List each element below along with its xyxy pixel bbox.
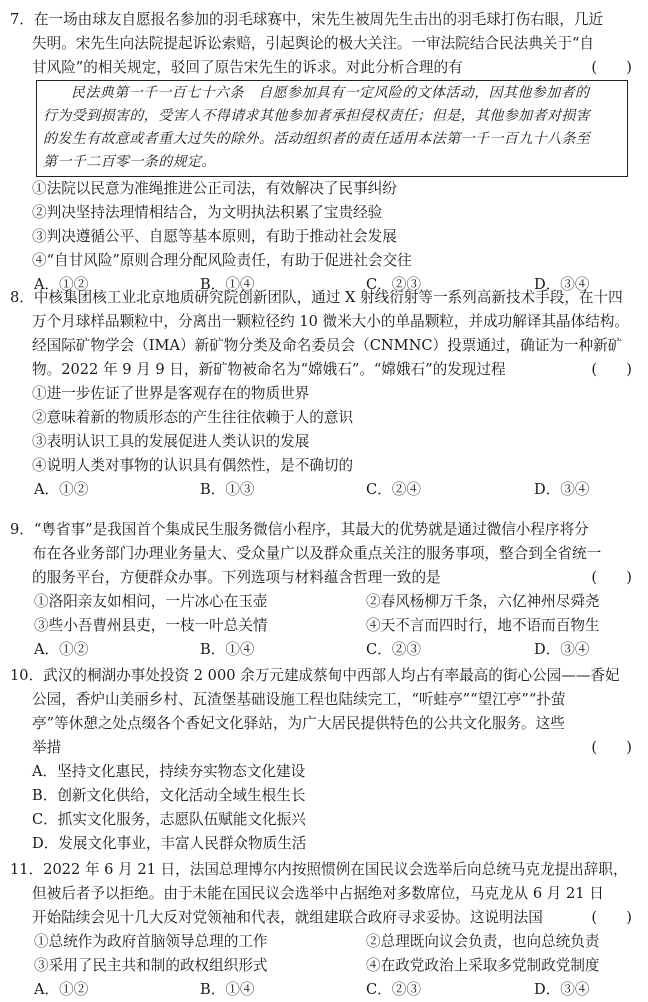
q7-statement-4: ④“自甘风险”原则合理分配风险责任，有助于促进社会交往 bbox=[32, 252, 412, 269]
q8-stem-line-3: 经国际矿物学会（IMA）新矿物分类及命名委员会（CNMNC）投票通过，确证为一种新矿 bbox=[32, 337, 623, 354]
q8-choices bbox=[10, 478, 640, 502]
q9-stem-line-2: 布在各业务部门办理业务量大、受众量广以及群众重点关注的服务事项，整合到全省统一 bbox=[32, 545, 602, 562]
q11-stem-line-2: 但被后者予以拒绝。由于未能在国民议会选举中占据绝对多数席位，马克龙从 6 月 21 日 bbox=[32, 885, 604, 902]
q10-stem-line-2: 公园，香炉山美丽乡村、瓦渣堡基础设施工程也陆续完工，“听蛙亭”“望江亭”“扑萤 bbox=[32, 691, 566, 708]
q7-choice-d[interactable]: D．③④ bbox=[534, 276, 590, 293]
q7-stem-line-1: 7．在一场由球友自愿报名参加的羽毛球赛中，宋先生被周先生击出的羽毛球打伤右眼，几近 bbox=[10, 11, 604, 28]
q8-choice-b[interactable]: B．①③ bbox=[200, 481, 255, 498]
q9-statement-1: ①洛阳亲友如相问，一片冰心在玉壶 bbox=[34, 593, 268, 610]
q9-choice-b[interactable]: B．①④ bbox=[200, 641, 255, 658]
q9-statement-3: ③些小吾曹州县吏，一枝一叶总关情 bbox=[34, 617, 268, 634]
q9-statement-4: ④天不言而四时行，地不语而百物生 bbox=[366, 617, 600, 634]
q8-answer-blank: ( ) bbox=[591, 361, 632, 378]
q8-statement-4: ④说明人类对事物的认识具有偶然性，是不确切的 bbox=[32, 457, 354, 474]
q8-statement-2: ②意味着新的物质形态的产生往往依赖于人的意识 bbox=[32, 409, 354, 426]
question-11 bbox=[10, 858, 640, 1002]
q7-quote-box bbox=[36, 80, 628, 177]
q10-stem-text: 举措 bbox=[32, 739, 62, 756]
question-7 bbox=[10, 8, 640, 297]
q11-statement-4: ④在政党政治上采取多党制政党制度 bbox=[366, 957, 600, 974]
q10-stem-line-3: 亭”等休憩之处点缀各个香妃文化驿站，为广大居民提供特色的公共文化服务。这些 bbox=[32, 715, 565, 732]
q9-choice-d[interactable]: D．③④ bbox=[534, 641, 590, 658]
q7-quote-line-3: 的发生有故意或者重大过失的除外。活动组织者的责任适用本法第一千一百九十八条至 bbox=[43, 131, 591, 147]
q8-statement-3: ③表明认识工具的发展促进人类认识的发展 bbox=[32, 433, 310, 450]
q8-stem-line-4 bbox=[10, 358, 640, 382]
question-9 bbox=[10, 518, 640, 662]
q11-pair-row-1 bbox=[10, 930, 640, 954]
q9-choice-a[interactable]: A．①② bbox=[34, 641, 89, 658]
q7-answer-blank: ( ) bbox=[591, 59, 632, 76]
q11-stem-line-3 bbox=[10, 906, 640, 930]
q7-stem-line-2: 失明。宋先生向法院提起诉讼索赔，引起舆论的极大关注。一审法院结合民法典关于“自 bbox=[32, 35, 595, 52]
q7-stem-text: 甘风险”的相关规定，驳回了原告宋先生的诉求。对此分析合理的有 bbox=[32, 59, 463, 76]
q11-stem-text: 开始陆续会见十几大反对党领袖和代表，就组建联合政府寻求妥协。这说明法国 bbox=[32, 909, 543, 926]
q11-stem-line-1: 11．2022 年 6 月 21 日，法国总理博尔内按照惯例在国民议会选举后向总统马克龙提出辞职， bbox=[10, 861, 628, 878]
q11-choice-b[interactable]: B．①④ bbox=[200, 981, 255, 998]
q7-choice-b[interactable]: B．①④ bbox=[200, 276, 255, 293]
q8-choice-c[interactable]: C．②④ bbox=[366, 481, 421, 498]
q8-choice-d[interactable]: D．③④ bbox=[534, 481, 590, 498]
question-10 bbox=[10, 664, 640, 856]
q9-statement-2: ②春风杨柳万千条，六亿神州尽舜尧 bbox=[366, 593, 600, 610]
q8-statement-1: ①进一步佐证了世界是客观存在的物质世界 bbox=[32, 385, 310, 402]
q11-choice-a[interactable]: A．①② bbox=[34, 981, 89, 998]
q9-pair-row-2 bbox=[10, 614, 640, 638]
q7-quote-line-2: 行为受到损害的，受害人不得请求其他参加者承担侵权责任；但是，其他参加者对损害 bbox=[43, 108, 591, 124]
q8-stem-line-1: 8．中核集团核工业北京地质研究院创新团队，通过 X 射线衍射等一系列高新技术手段，在十四 bbox=[10, 289, 623, 306]
q9-answer-blank: ( ) bbox=[591, 569, 632, 586]
q11-statement-2: ②总理既向议会负责，也向总统负责 bbox=[366, 933, 600, 950]
q7-statement-1: ①法院以民意为准绳推进公正司法，有效解决了民事纠纷 bbox=[32, 180, 397, 197]
q7-stem-line-3 bbox=[10, 56, 640, 80]
q8-choice-a[interactable]: A．①② bbox=[34, 481, 89, 498]
q9-choice-c[interactable]: C．②③ bbox=[366, 641, 421, 658]
q10-option-a[interactable]: A．坚持文化惠民，持续夯实物态文化建设 bbox=[32, 763, 306, 780]
q7-choice-c[interactable]: C．②③ bbox=[366, 276, 421, 293]
q10-answer-blank: ( ) bbox=[591, 739, 632, 756]
q10-option-d[interactable]: D．发展文化事业，丰富人民群众物质生活 bbox=[32, 835, 307, 852]
q7-statement-2: ②判决坚持法理情相结合，为文明执法积累了宝贵经验 bbox=[32, 204, 383, 221]
q10-stem-line-1: 10．武汉的桐湖办事处投资 2 000 余万元建成蔡甸中西部人均占有率最高的街心公园——香妃 bbox=[10, 667, 620, 684]
q7-statement-3: ③判决遵循公平、自愿等基本原则，有助于推动社会发展 bbox=[32, 228, 397, 245]
q9-pair-row-1 bbox=[10, 590, 640, 614]
q11-statement-3: ③采用了民主共和制的政权组织形式 bbox=[34, 957, 268, 974]
q11-statement-1: ①总统作为政府首脑领导总理的工作 bbox=[34, 933, 268, 950]
q7-quote-line-4: 第一千二百零一条的规定。 bbox=[43, 154, 216, 170]
q8-stem-line-2: 万个月球样品颗粒中，分离出一颗粒径约 10 微米大小的单晶颗粒，并成功解译其晶体结构。 bbox=[32, 313, 630, 330]
q9-stem-text: 的服务平台，方便群众办事。下列选项与材料蕴含哲理一致的是 bbox=[32, 569, 441, 586]
q11-answer-blank: ( ) bbox=[591, 909, 632, 926]
q11-pair-row-2 bbox=[10, 954, 640, 978]
q9-stem-line-1: 9．“粤省事”是我国首个集成民生服务微信小程序，其最大的优势就是通过微信小程序将分 bbox=[10, 521, 589, 538]
q11-choice-c[interactable]: C．②③ bbox=[366, 981, 421, 998]
q8-stem-text: 物。2022 年 9 月 9 日，新矿物被命名为“嫦娥石”。“嫦娥石”的发现过程 bbox=[32, 361, 506, 378]
q7-quote-line-1: 民法典第一千一百七十六条 自愿参加具有一定风险的文体活动，因其他参加者的 bbox=[71, 85, 590, 101]
q10-stem-line-4 bbox=[10, 736, 640, 760]
q10-option-c[interactable]: C．抓实文化服务，志愿队伍赋能文化振兴 bbox=[32, 811, 306, 828]
q10-option-b[interactable]: B．创新文化供给，文化活动全域生根生长 bbox=[32, 787, 306, 804]
q9-stem-line-3 bbox=[10, 566, 640, 590]
q11-choice-d[interactable]: D．③④ bbox=[534, 981, 590, 998]
q7-choice-a[interactable]: A．①② bbox=[34, 276, 89, 293]
q9-choices bbox=[10, 638, 640, 662]
question-8 bbox=[10, 286, 640, 502]
